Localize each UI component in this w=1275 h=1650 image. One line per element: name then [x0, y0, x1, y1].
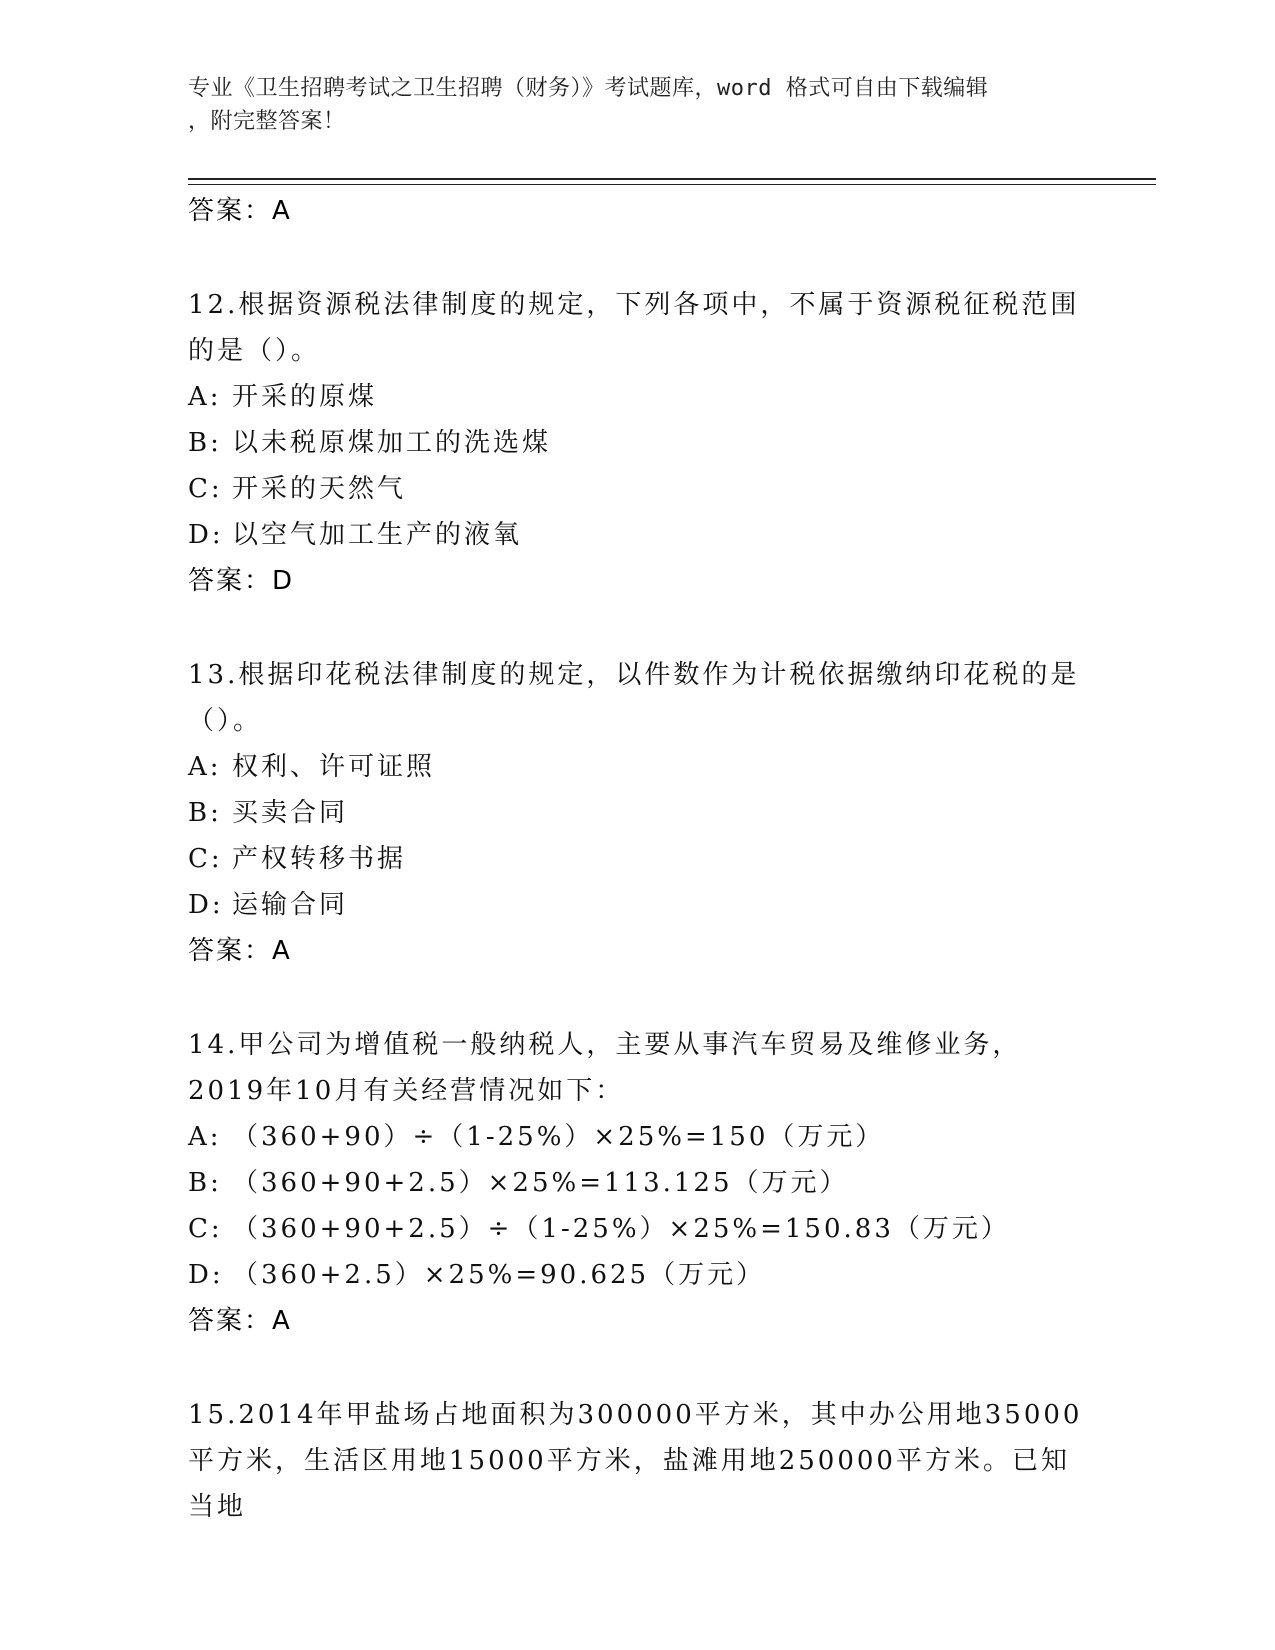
- question-content: [188, 188, 1088, 1530]
- document-header: [188, 72, 1088, 138]
- answer-line: 答案：D: [188, 566, 295, 596]
- option-letter: A:: [188, 752, 222, 782]
- option-b: [188, 420, 1088, 466]
- option-c: [188, 1206, 1088, 1252]
- header-divider-thin: [188, 184, 1156, 185]
- question-13: [188, 652, 1088, 974]
- answer-line: 答案：A: [188, 1306, 292, 1336]
- question-stem: 13.根据印花税法律制度的规定，以件数作为计税依据缴纳印花税的是（）。: [188, 660, 1080, 736]
- option-d: [188, 1252, 1088, 1298]
- option-letter: C:: [188, 1214, 223, 1244]
- question-stem: 15.2014年甲盐场占地面积为300000平方米，其中办公用地35000平方米，生活区用地15000平方米，盐滩用地250000平方米。已知当地: [188, 1400, 1083, 1522]
- option-letter: B:: [188, 428, 222, 458]
- option-text: 开采的天然气: [232, 474, 407, 504]
- question-12: [188, 282, 1088, 604]
- option-text: 以空气加工生产的液氧: [232, 520, 523, 550]
- answer-line: 答案：A: [188, 196, 292, 226]
- option-letter: D:: [188, 1260, 224, 1290]
- option-letter: B:: [188, 1168, 222, 1198]
- option-d: [188, 882, 1088, 928]
- header-line-1: 专业《卫生招聘考试之卫生招聘（财务）》考试题库，word 格式可自由下载编辑: [188, 76, 989, 101]
- option-letter: D:: [188, 520, 224, 550]
- option-a: [188, 374, 1088, 420]
- option-c: [188, 836, 1088, 882]
- option-letter: C:: [188, 474, 223, 504]
- option-text: 权利、许可证照: [232, 752, 436, 782]
- option-letter: C:: [188, 844, 223, 874]
- option-letter: B:: [188, 798, 222, 828]
- option-text: 运输合同: [232, 890, 349, 920]
- option-a: [188, 744, 1088, 790]
- question-stem: 12.根据资源税法律制度的规定，下列各项中，不属于资源税征税范围的是（）。: [188, 290, 1080, 366]
- question-15: [188, 1392, 1088, 1530]
- option-text: 买卖合同: [232, 798, 349, 828]
- option-a: [188, 1114, 1088, 1160]
- header-divider-thick: [188, 178, 1156, 180]
- question-14: [188, 1022, 1088, 1344]
- option-text: 开采的原煤: [232, 382, 378, 412]
- header-line-2: ，附完整答案！: [188, 109, 346, 134]
- option-text: （360+2.5）×25%=90.625（万元）: [232, 1260, 766, 1290]
- question-stem: 14.甲公司为增值税一般纳税人，主要从事汽车贸易及维修业务，2019年10月有关经营情况如下：: [188, 1030, 1022, 1106]
- answer-line: 答案：A: [188, 936, 292, 966]
- option-letter: A:: [188, 1122, 222, 1152]
- option-letter: A:: [188, 382, 222, 412]
- option-c: [188, 466, 1088, 512]
- option-text: 产权转移书据: [232, 844, 407, 874]
- option-b: [188, 1160, 1088, 1206]
- option-letter: D:: [188, 890, 224, 920]
- option-text: （360+90）÷（1-25%）×25%=150（万元）: [232, 1122, 885, 1152]
- option-b: [188, 790, 1088, 836]
- option-text: 以未税原煤加工的洗选煤: [232, 428, 552, 458]
- option-d: [188, 512, 1088, 558]
- option-text: （360+90+2.5）×25%=113.125（万元）: [232, 1168, 849, 1198]
- option-text: （360+90+2.5）÷（1-25%）×25%=150.83（万元）: [232, 1214, 1010, 1244]
